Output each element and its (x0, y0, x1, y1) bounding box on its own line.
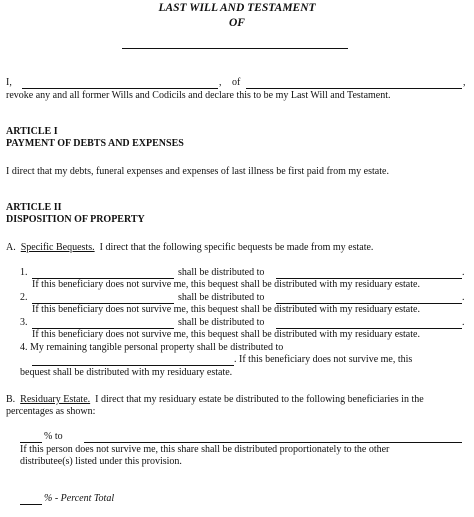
article-1-heading: PAYMENT OF DEBTS AND EXPENSES (6, 138, 184, 149)
bequest-1-survive-text: If this beneficiary does not survive me, this bequest shall be distributed with my residuary estate. (32, 279, 420, 290)
specific-bequests-text: I direct that the following specific bequests be made from my estate. (99, 242, 374, 253)
bequest-2-number: 2. (20, 292, 28, 303)
bequest-1-end: . (462, 267, 465, 278)
bequest-3-end: . (462, 317, 465, 328)
article-1-text: I direct that my debts, funeral expenses and expenses of last illness be first paid from my estate. (6, 166, 389, 177)
article-2-label: ARTICLE II (6, 202, 62, 213)
bequest-2-mid-text: shall be distributed to (178, 292, 265, 303)
testator-residence-field[interactable] (246, 88, 462, 89)
bequest-4-survive-text: . If this beneficiary does not survive me, this (234, 354, 413, 365)
document-title-of: OF (229, 17, 245, 29)
bequest-4-beneficiary-field[interactable] (32, 365, 234, 366)
residuary-percent-label: % to (44, 431, 63, 442)
residuary-estate-text: I direct that my residuary estate be distributed to the following beneficiaries in the (95, 394, 424, 405)
article-2-heading: DISPOSITION OF PROPERTY (6, 214, 145, 225)
percent-total-symbol: % (44, 493, 53, 504)
residuary-percent-field[interactable] (20, 442, 42, 443)
document-title: LAST WILL AND TESTAMENT (158, 2, 316, 14)
percent-total-field[interactable] (20, 504, 42, 505)
percent-total-text: - Percent Total (54, 493, 115, 504)
bequest-1-mid-text: shall be distributed to (178, 267, 265, 278)
residuary-survive-text-1: If this person does not survive me, this share shall be distributed proportionately to the other (20, 444, 390, 455)
bequest-3-number: 3. (20, 317, 28, 328)
specific-bequests-title: Specific Bequests. (20, 242, 95, 253)
residuary-prefix: B. (6, 394, 16, 405)
residuary-estate-paragraph (6, 394, 424, 406)
bequest-2-survive-text: If this beneficiary does not survive me, this bequest shall be distributed with my residuary estate. (32, 304, 420, 315)
residuary-estate-title: Residuary Estate. (20, 394, 91, 405)
testator-name-field[interactable] (22, 88, 218, 89)
bequest-2-end: . (462, 292, 465, 303)
testator-name-line[interactable] (122, 48, 348, 49)
comma-separator-end: , (463, 77, 466, 88)
bequest-3-survive-text: If this beneficiary does not survive me, this bequest shall be distributed with my residuary estate. (32, 329, 420, 340)
percent-total-label (44, 493, 114, 505)
bequest-4-continuation: bequest shall be distributed with my residuary estate. (20, 367, 233, 378)
residuary-beneficiary-field[interactable] (84, 442, 462, 443)
bequest-1-number: 1. (20, 267, 28, 278)
article-1-label: ARTICLE I (6, 126, 58, 137)
i-label: I, (6, 77, 12, 88)
specific-bequests-paragraph (6, 242, 373, 254)
residuary-estate-text-2: percentages as shown: (6, 406, 96, 417)
bequest-3-mid-text: shall be distributed to (178, 317, 265, 328)
specific-prefix: A. (6, 242, 16, 253)
of-label: of (232, 77, 241, 88)
revoke-statement: revoke any and all former Wills and Codicils and declare this to be my Last Will and Testament. (6, 90, 391, 101)
bequest-4-text: 4. My remaining tangible personal property shall be distributed to (20, 342, 284, 353)
residuary-survive-text-2: distributee(s) listed under this provision. (20, 456, 182, 467)
comma-separator: , (219, 77, 222, 88)
